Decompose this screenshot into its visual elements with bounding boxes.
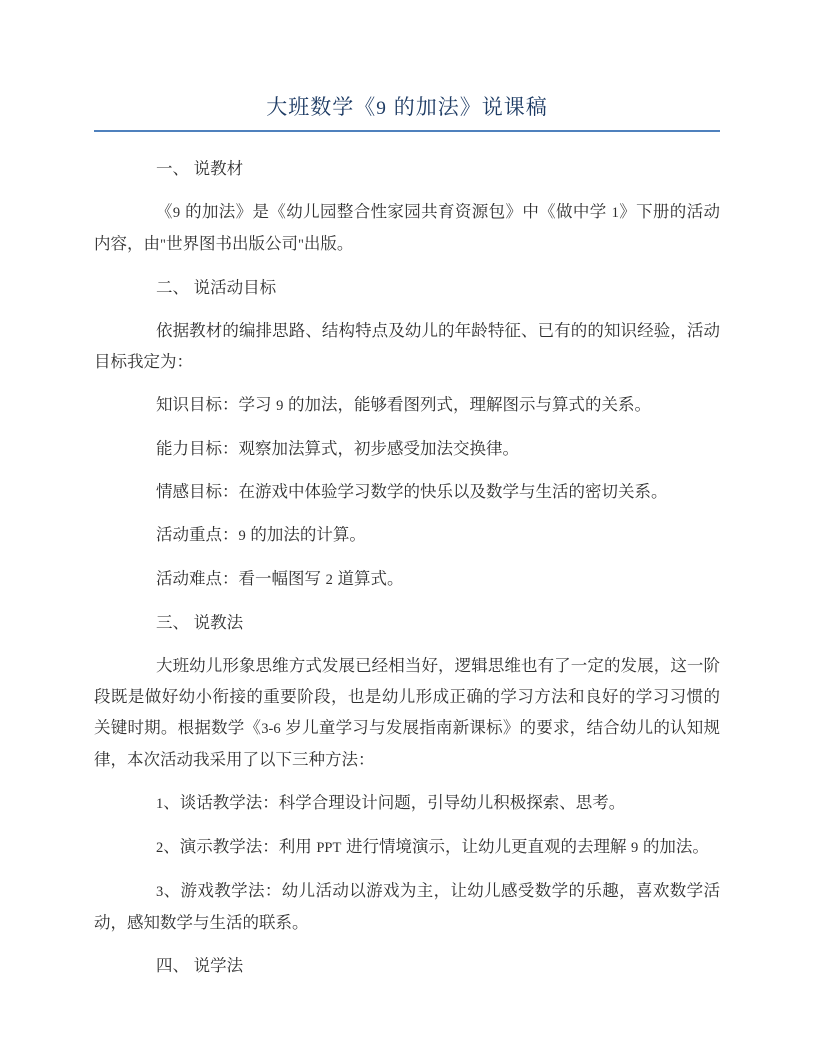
section-heading: 四、 说学法	[156, 957, 244, 975]
latin-text-run: 9	[238, 528, 246, 544]
section-heading: 一、 说教材	[156, 160, 244, 178]
document-title: 大班数学《9 的加法》说课稿	[266, 96, 548, 119]
paragraph: 《9 的加法》是《幼儿园整合性家园共育资源包》中《做中学 1》下册的活动内容，由"世界图书出版公司"出版。	[94, 203, 721, 253]
paragraph: 情感目标：在游戏中体验学习数学的快乐以及数学与生活的密切关系。	[156, 483, 668, 501]
paragraph: 依据教材的编排思路、结构特点及幼儿的年龄特征、已有的的知识经验，活动目标我定为：	[94, 322, 720, 371]
paragraph: 1、谈话教学法：科学合理设计问题，引导幼儿积极探索、思考。	[156, 794, 626, 812]
latin-text-run: 9	[172, 205, 181, 221]
paragraph: 2、演示教学法：利用 PPT 进行情境演示，让幼儿更直观的去理解 9 的加法。	[156, 838, 709, 856]
latin-text-run: 9	[276, 398, 284, 414]
latin-text-run: 9	[376, 98, 387, 119]
latin-text-run: 1	[611, 205, 619, 221]
paragraph: 活动难点：看一幅图写 2 道算式。	[156, 570, 404, 588]
section-heading: 三、 说教法	[156, 614, 244, 632]
latin-text-run: "	[297, 237, 304, 253]
latin-text-run: 3-6	[261, 721, 281, 737]
latin-text-run: 2	[325, 572, 333, 588]
latin-text-run: "	[160, 237, 166, 253]
latin-text-run: 1	[156, 796, 164, 812]
paragraph: 3、游戏教学法：幼儿活动以游戏为主，让幼儿感受数学的乐趣，喜欢数学活动，感知数学与生活的联系。	[94, 882, 720, 932]
paragraph: 能力目标：观察加法算式，初步感受加法交换律。	[156, 440, 519, 458]
latin-text-run: PPT	[316, 840, 342, 856]
paragraph: 活动重点：9 的加法的计算。	[156, 526, 366, 544]
document-body	[94, 154, 720, 982]
paragraph: 知识目标：学习 9 的加法，能够看图列式，理解图示与算式的关系。	[156, 396, 651, 414]
section-heading: 二、 说活动目标	[156, 279, 277, 297]
latin-text-run: 2	[156, 840, 164, 856]
latin-text-run: 9	[631, 840, 639, 856]
latin-text-run: 3	[156, 884, 164, 900]
title-divider	[94, 130, 720, 132]
paragraph: 大班幼儿形象思维方式发展已经相当好，逻辑思维也有了一定的发展，这一阶段既是做好幼小衔接的重要阶段，也是幼儿形成正确的学习方法和良好的学习习惯的关键时期。根据数学《3-6 岁儿童学习与发展指南新课标》的要求，结合幼儿的认知规律，本次活动我采用了以下三种方法：	[94, 657, 721, 769]
